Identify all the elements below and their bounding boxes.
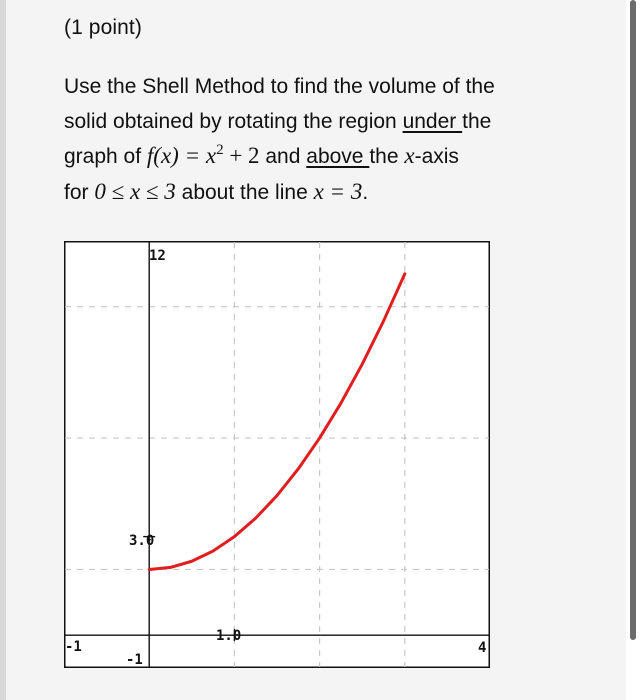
axis-variable: x [404,143,415,168]
x-min-label: -1 [65,639,82,655]
question-line-4: for 0 ≤ x ≤ 3 about the line x = 3. [64,178,369,204]
question-text [64,70,584,210]
interval-expression: 0 ≤ x ≤ 3 [94,178,176,204]
question-line-1: Use the Shell Method to find the volume of the [64,75,495,98]
x-mark-label: 1.0 [216,628,242,644]
y-min-label: -1 [126,652,143,668]
question-line-2: solid obtained by rotating the region under the [64,109,492,133]
emphasis-above: above [306,145,370,168]
function-graph [64,241,490,668]
points-label: (1 point) [64,16,142,39]
function-exponent: 2 [216,142,224,158]
y-mark-label: 3.0 [129,533,155,549]
question-line-3: graph of $f(x) = x^2 + 2$ and above the x-axis [64,142,459,168]
graph-background [65,242,490,668]
function-constant: + 2 [223,143,260,168]
function-expression: f(x) = x [146,143,217,168]
rotation-line: x = 3 [313,178,363,204]
x-max-label: 4 [478,640,487,656]
emphasis-under: under [402,109,463,133]
scrollbar[interactable] [630,0,636,640]
y-max-label: 12 [149,248,166,264]
